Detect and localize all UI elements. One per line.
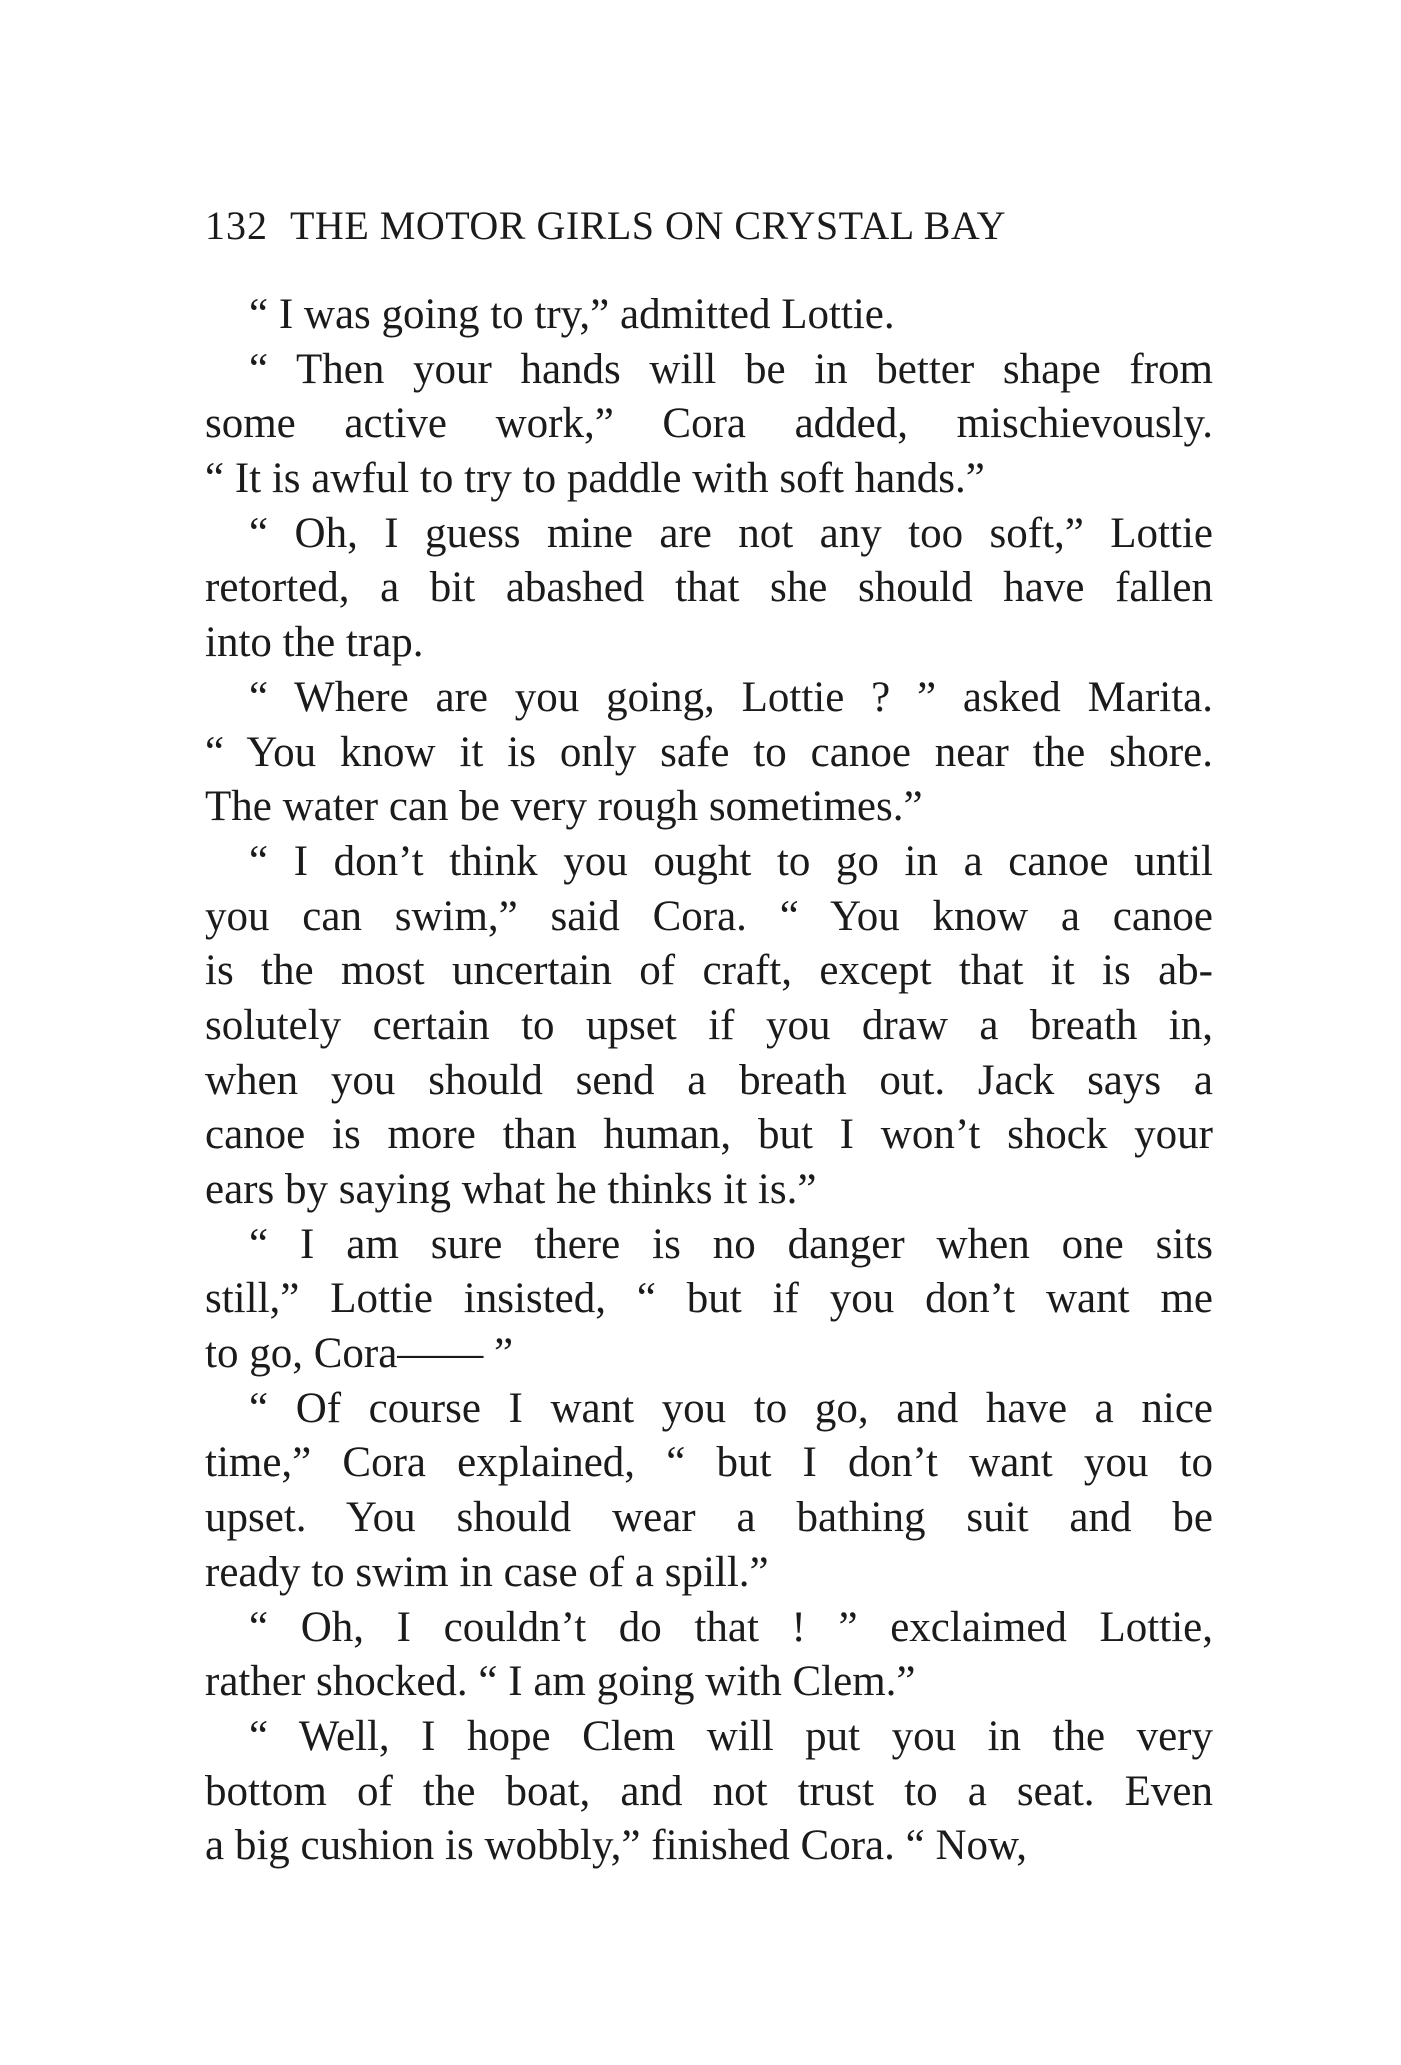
text-line: a big cushion is wobbly,” finished Cora. “ Now,: [205, 1822, 1028, 1870]
paragraph: [205, 1601, 1213, 1710]
running-header: [205, 198, 1213, 254]
text-line: “ It is awful to try to paddle with soft hands.”: [205, 455, 985, 503]
text-line: “ I am sure there is no danger when one sits: [249, 1220, 1213, 1268]
text-line: “ Then your hands will be in better shape from: [249, 345, 1213, 393]
text-line: upset. You should wear a bathing suit and be: [205, 1494, 1213, 1542]
text-line: “ Of course I want you to go, and have a nice: [249, 1384, 1213, 1432]
text-line: “ I was going to try,” admitted Lottie.: [249, 291, 895, 338]
paragraph: [205, 1382, 1213, 1601]
running-title: THE MOTOR GIRLS ON CRYSTAL BAY: [290, 203, 1006, 248]
body-text: [205, 288, 1213, 1874]
text-line: “ Oh, I guess mine are not any too soft,” Lottie: [249, 509, 1213, 557]
text-line: “ Well, I hope Clem will put you in the very: [249, 1712, 1213, 1760]
page-number: 132: [205, 203, 268, 248]
paragraph: [205, 343, 1213, 507]
text-line: when you should send a breath out. Jack says a: [205, 1056, 1213, 1104]
text-line: ready to swim in case of a spill.”: [205, 1548, 769, 1596]
text-line: The water can be very rough sometimes.”: [205, 783, 923, 831]
text-line: you can swim,” said Cora. “ You know a canoe: [205, 892, 1213, 940]
paragraph: [205, 1218, 1213, 1382]
text-line: bottom of the boat, and not trust to a seat. Even: [205, 1767, 1213, 1815]
text-line: canoe is more than human, but I won’t shock your: [205, 1111, 1213, 1159]
text-line: time,” Cora explained, “ but I don’t want you to: [205, 1439, 1213, 1487]
text-line: is the most uncertain of craft, except that it is ab-: [205, 947, 1213, 995]
text-line: rather shocked. “ I am going with Clem.”: [205, 1658, 916, 1706]
text-line: “ Where are you going, Lottie ? ” asked Marita.: [249, 673, 1213, 721]
text-line: some active work,” Cora added, mischievously.: [205, 400, 1213, 448]
paragraph: [205, 835, 1213, 1218]
paragraph: [205, 1710, 1213, 1874]
book-page: [205, 198, 1213, 1874]
text-line: solutely certain to upset if you draw a breath in,: [205, 1001, 1213, 1049]
text-line: to go, Cora—— ”: [205, 1330, 514, 1378]
text-line: into the trap.: [205, 619, 424, 667]
text-line: “ Oh, I couldn’t do that ! ” exclaimed Lottie,: [249, 1603, 1213, 1651]
paragraph: [205, 507, 1213, 671]
text-line: still,” Lottie insisted, “ but if you don’t want me: [205, 1275, 1213, 1323]
paragraph: [205, 288, 1213, 343]
text-line: retorted, a bit abashed that she should have fallen: [205, 564, 1213, 612]
paragraph: [205, 671, 1213, 835]
text-line: ears by saying what he thinks it is.”: [205, 1166, 817, 1213]
text-line: “ I don’t think you ought to go in a canoe until: [249, 837, 1213, 885]
text-line: “ You know it is only safe to canoe near the shore.: [205, 728, 1213, 776]
